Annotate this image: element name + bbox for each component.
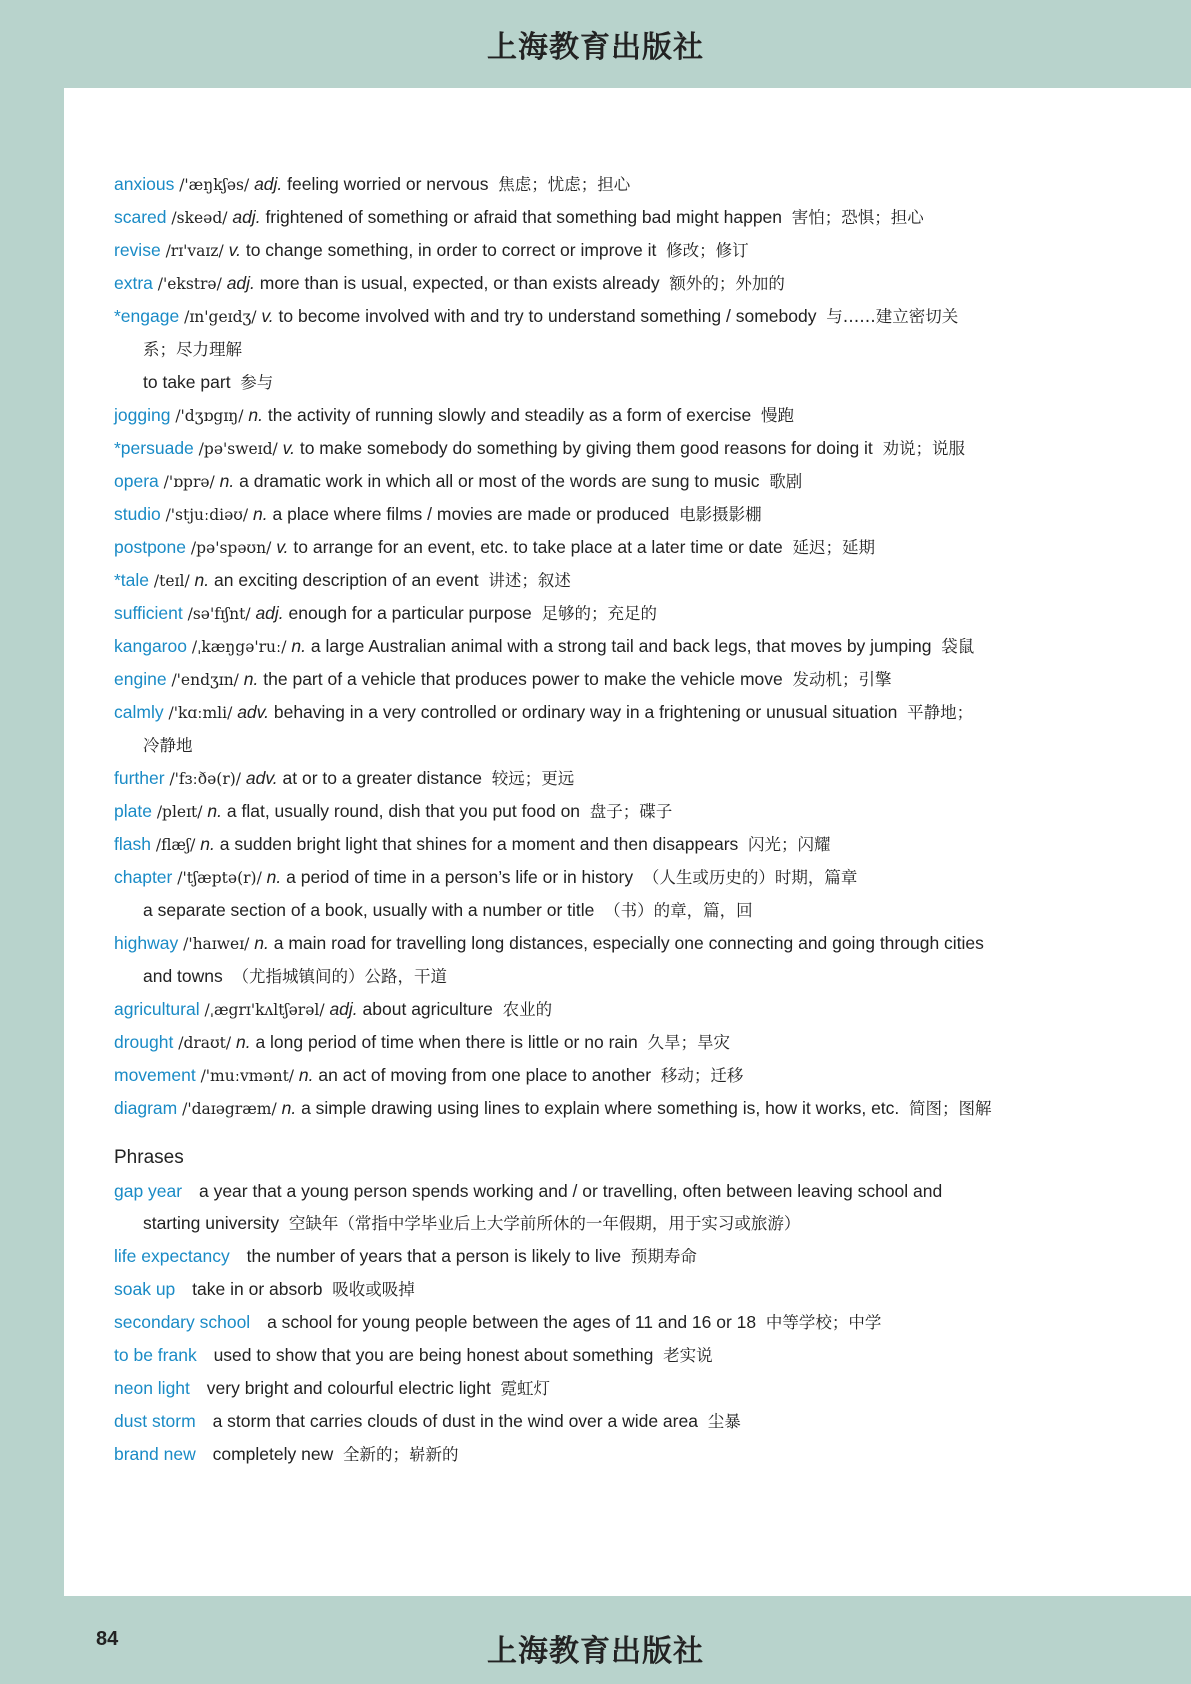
entry-word: jogging [114,405,171,425]
phrase-translation: 中等学校；中学 [765,1313,882,1332]
phrase-definition: the number of years that a person is likely to live [246,1246,622,1266]
entry-pos: n. [194,570,210,590]
entry-translation: 闪光；闪耀 [748,835,831,854]
entry-pos: n. [207,801,222,821]
entry-translation: 额外的；外加的 [669,274,785,293]
entry-phonetic: /'æŋkʃəs/ [179,176,250,194]
entry-definition: a sudden bright light that shines for a moment and then disappears [219,834,739,854]
entry-word: agricultural [114,999,200,1019]
entry-translation: 害怕；恐惧；担心 [791,208,924,227]
entry-word: diagram [114,1098,178,1118]
entry-phonetic: /sə'fɪʃnt/ [187,605,251,623]
phrase-translation: 尘暴 [707,1412,741,1431]
entry-phonetic: /ɪn'geɪdʒ/ [184,308,257,326]
entry-translation: 与……建立密切关 [826,307,959,326]
entry-phonetic: /pleɪt/ [156,803,203,821]
entry-translation: 焦虑；忧虑；担心 [498,175,631,194]
entry-translation: 冷静地 [143,736,193,755]
entry-word: calmly [114,702,164,722]
vocab-entry [114,168,1134,201]
entry-phonetic: /'muːvmənt/ [200,1067,295,1085]
phrase-definition: very bright and colourful electric light [206,1378,491,1398]
publisher-header: 上海教育出版社 [487,30,704,65]
entry-pos: n. [200,834,215,854]
entry-pos: n. [253,504,268,524]
entry-pos: adj. [329,999,358,1019]
vocab-entry-sense [114,894,1134,927]
vocab-entry [114,432,1134,465]
entry-definition: to arrange for an event, etc. to take place at a later time or date [293,537,783,557]
vocab-entry [114,1092,1134,1125]
entry-translation: 发动机；引擎 [792,670,892,689]
entry-translation: （书）的章，篇，回 [604,901,753,920]
entry-pos: n. [281,1098,297,1118]
entry-word: flash [114,834,151,854]
vocab-entry [114,762,1134,795]
entry-definition: to make somebody do something by giving them good reasons for doing it [299,438,873,458]
entry-definition: a period of time in a person’s life or in history [286,867,634,887]
phrase-entry [114,1438,1134,1471]
entry-word: highway [114,933,179,953]
entry-definition: behaving in a very controlled or ordinary way in a frightening or unusual situation [273,702,898,722]
phrase-definition: a storm that carries clouds of dust in the wind over a wide area [212,1411,698,1431]
entry-phonetic: /ˌægrɪ'kʌltʃərəl/ [204,1001,325,1019]
entry-pos: n. [219,471,235,491]
phrase-translation: 老实说 [663,1346,713,1365]
vocab-entry [114,597,1134,630]
entry-translation: 移动；迁移 [660,1066,744,1085]
entry-translation: 袋鼠 [941,637,975,656]
phrase-word: life expectancy [114,1246,230,1266]
entry-translation: 系；尽力理解 [143,340,242,359]
vocab-entry [114,795,1134,828]
entry-word: opera [114,471,159,491]
entry-word: sufficient [114,603,183,623]
entry-pos: v. [261,306,274,326]
entry-phonetic: /'stjuːdiəʊ/ [165,506,249,524]
entry-word: drought [114,1032,174,1052]
phrase-entry [114,1240,1134,1273]
entry-definition: a main road for travelling long distances, especially one connecting and going through cities [273,933,984,953]
entry-translation: 慢跑 [761,406,795,425]
entry-pos: adj. [254,174,283,194]
entry-word: *tale [114,570,150,590]
entry-definition: a place where films / movies are made or produced [272,504,670,524]
entry-translation: 平静地； [907,703,974,722]
entry-translation: 歌剧 [769,472,803,491]
phrase-entry [114,1339,1134,1372]
entry-pos: n. [254,933,269,953]
phrase-definition: used to show that you are being honest about something [213,1345,654,1365]
entry-translation: 盘子；碟子 [589,802,673,821]
entry-translation: 较远；更远 [491,769,575,788]
entry-translation: 劝说；说服 [882,439,966,458]
entry-definition: to take part [143,372,231,392]
vocabulary-list [114,168,1134,1471]
entry-definition: a large Australian animal with a strong tail and back legs, that moves by jumping [310,636,932,656]
entry-phonetic: /pə'sweɪd/ [198,440,278,458]
vocab-entry [114,267,1134,300]
entry-phonetic: /flæʃ/ [155,836,196,854]
phrase-entry [114,1273,1134,1306]
entry-translation: 简图；图解 [909,1099,992,1118]
entry-pos: adj. [232,207,261,227]
entry-definition: the part of a vehicle that produces power to make the vehicle move [263,669,783,689]
phrase-word: gap year [114,1181,183,1201]
entry-word: further [114,768,165,788]
entry-definition: frightened of something or afraid that something bad might happen [265,207,783,227]
phrase-translation: 空缺年（常指中学毕业后上大学前所休的一年假期，用于实习或旅游） [288,1214,801,1233]
phrase-word: to be frank [114,1345,197,1365]
vocab-entry [114,1026,1134,1059]
phrase-word: soak up [114,1279,176,1299]
phrase-translation: 全新的；崭新的 [342,1445,459,1464]
phrase-entry [114,1405,1134,1438]
entry-phonetic: /'haɪweɪ/ [183,935,250,953]
entry-translation: 电影摄影棚 [679,505,762,524]
entry-translation: 足够的；充足的 [541,604,657,623]
phrase-word: secondary school [114,1312,251,1332]
entry-definition: about agriculture [362,999,493,1019]
phrase-entry [114,1175,1134,1207]
phrase-definition: starting university [143,1213,280,1233]
entry-definition: a dramatic work in which all or most of the words are sung to music [239,471,760,491]
phrase-definition: a year that a young person spends working and / or travelling, often between leaving school and [198,1181,943,1201]
entry-pos: adj. [255,603,284,623]
entry-word: postpone [114,537,187,557]
phrase-definition: take in or absorb [192,1279,323,1299]
entry-pos: n. [243,669,259,689]
entry-phonetic: /'dʒɒgɪŋ/ [175,407,244,425]
vocab-entry [114,465,1134,498]
page-sheet [64,88,1191,1596]
vocab-entry [114,399,1134,432]
entry-phonetic: /'daɪəgræm/ [182,1100,277,1118]
vocab-entry [114,531,1134,564]
vocab-entry [114,861,1134,894]
entry-word: *engage [114,306,180,326]
entry-translation: （尤指城镇间的）公路，干道 [232,967,448,986]
entry-definition: a flat, usually round, dish that you put food on [226,801,581,821]
phrase-definition: completely new [212,1444,334,1464]
entry-pos: v. [228,240,241,260]
phrases-heading: Phrases [114,1147,184,1168]
entry-word: *persuade [114,438,194,458]
vocab-entry [114,300,1134,333]
vocab-entry-sense [114,366,1134,399]
vocab-entry [114,663,1134,696]
phrase-entry [114,1372,1134,1405]
phrase-translation: 霓虹灯 [500,1379,551,1398]
entry-pos: n. [291,636,306,656]
vocab-entry [114,927,1134,960]
page-number: 84 [96,1628,119,1650]
entry-phonetic: /'fɜːðə(r)/ [169,770,242,788]
entry-definition: and towns [143,966,223,986]
entry-translation: 久旱；旱灾 [647,1033,730,1052]
publisher-footer: 上海教育出版社 [487,1634,704,1669]
entry-phonetic: /teɪl/ [153,572,190,590]
vocab-entry-continuation [114,960,1134,993]
phrase-word: dust storm [114,1411,196,1431]
entry-pos: adv. [237,702,269,722]
entry-translation: 讲述；叙述 [488,571,571,590]
phrase-translation: 吸收或吸掉 [332,1280,415,1299]
entry-word: anxious [114,174,175,194]
entry-definition: feeling worried or nervous [287,174,489,194]
vocab-entry [114,696,1134,729]
phrase-entry [114,1306,1134,1339]
entry-word: scared [114,207,167,227]
entry-phonetic: /'ekstrə/ [157,275,222,293]
entry-pos: adv. [245,768,278,788]
entry-phonetic: /ˌkæŋgə'ruː/ [191,638,287,656]
entry-phonetic: /skeəd/ [171,209,228,227]
entry-translation: （人生或历史的）时期，篇章 [642,868,858,887]
entry-phonetic: /pə'spəʊn/ [190,539,272,557]
vocab-entry [114,201,1134,234]
entry-definition: enough for a particular purpose [288,603,532,623]
entry-word: plate [114,801,152,821]
entry-definition: the activity of running slowly and steadily as a form of exercise [267,405,752,425]
vocab-entry [114,1059,1134,1092]
entry-pos: n. [248,405,263,425]
entry-pos: adj. [226,273,255,293]
entry-definition: at or to a greater distance [282,768,482,788]
entry-phonetic: /'tʃæptə(r)/ [177,869,262,887]
entry-pos: n. [298,1065,314,1085]
entry-word: engine [114,669,167,689]
entry-word: revise [114,240,161,260]
vocab-entry [114,498,1134,531]
entry-definition: more than is usual, expected, or than exists already [259,273,660,293]
phrase-entry-continuation [114,1207,1134,1240]
entry-definition: to become involved with and try to understand something / somebody [278,306,817,326]
vocab-entry [114,828,1134,861]
phrase-translation: 预期寿命 [630,1247,697,1266]
entry-translation: 延迟；延期 [792,538,875,557]
entry-word: kangaroo [114,636,187,656]
entry-definition: a separate section of a book, usually with a number or title [143,900,595,920]
entry-pos: v. [276,537,289,557]
vocab-entry [114,630,1134,663]
entry-pos: n. [266,867,282,887]
entry-translation: 参与 [240,373,274,392]
entry-definition: an act of moving from one place to another [318,1065,652,1085]
entry-definition: to change something, in order to correct or improve it [245,240,657,260]
phrase-word: brand new [114,1444,196,1464]
entry-word: extra [114,273,153,293]
phrase-definition: a school for young people between the ages of 11 and 16 or 18 [267,1312,757,1332]
entry-word: chapter [114,867,173,887]
entry-word: studio [114,504,161,524]
vocab-entry [114,234,1134,267]
entry-pos: n. [235,1032,251,1052]
entry-definition: a simple drawing using lines to explain where something is, how it works, etc. [301,1098,900,1118]
entry-phonetic: /draʊt/ [178,1034,232,1052]
entry-phonetic: /'ɒprə/ [163,473,215,491]
vocab-entry [114,993,1134,1026]
entry-translation: 修改；修订 [666,241,749,260]
vocab-entry [114,564,1134,597]
vocab-entry-continuation [114,729,1134,762]
entry-pos: v. [282,438,295,458]
phrase-word: neon light [114,1378,190,1398]
entry-phonetic: /rɪ'vaɪz/ [165,242,224,260]
entry-definition: a long period of time when there is little or no rain [255,1032,638,1052]
entry-translation: 农业的 [502,1000,553,1019]
entry-phonetic: /'kɑːmli/ [168,704,233,722]
entry-definition: an exciting description of an event [214,570,479,590]
entry-word: movement [114,1065,196,1085]
vocab-entry-continuation [114,333,1134,366]
entry-phonetic: /'endʒɪn/ [171,671,239,689]
